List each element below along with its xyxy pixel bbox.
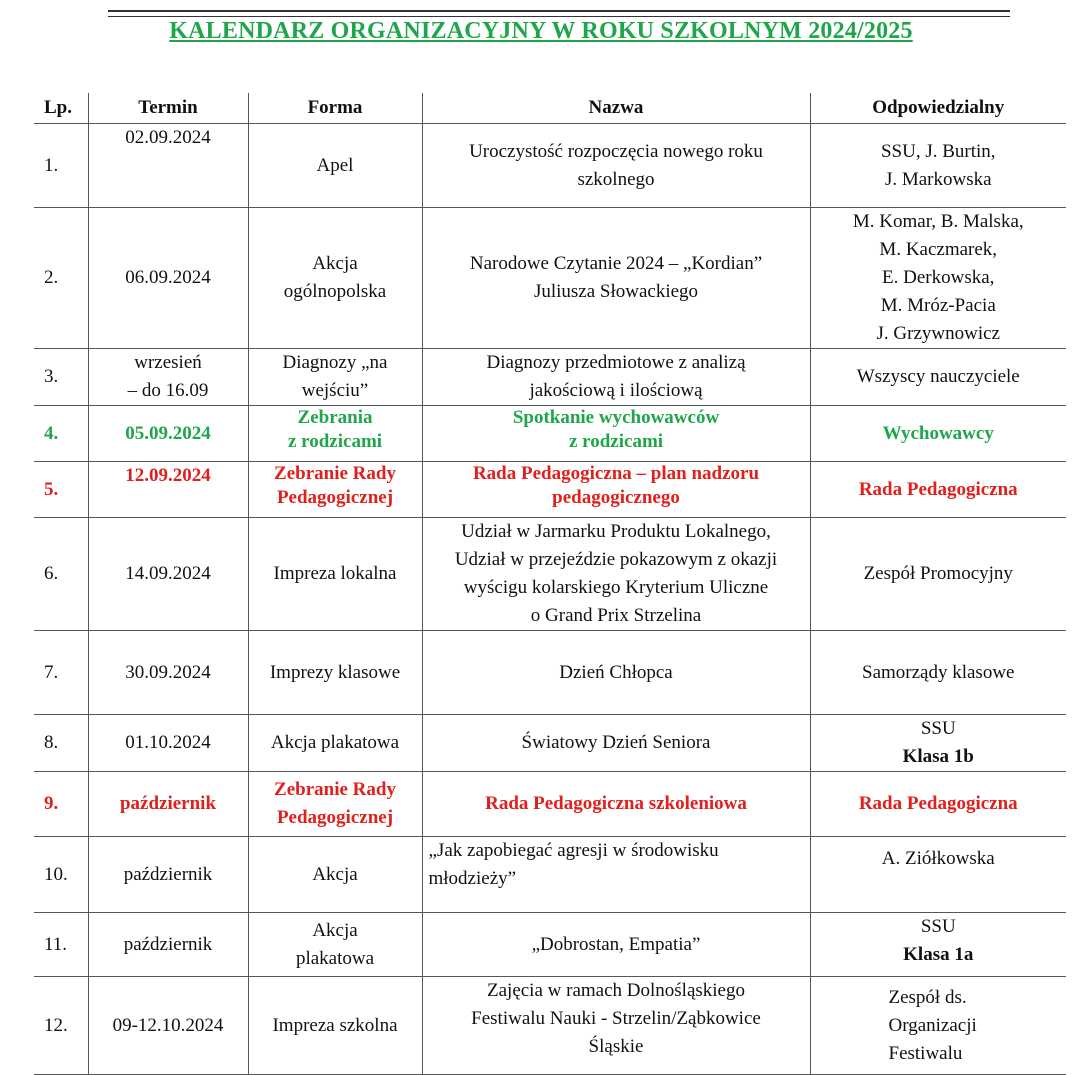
cell-line: Akcja <box>312 253 358 274</box>
cell-line: Imprezy klasowe <box>269 661 401 683</box>
cell-line: Rada Pedagogiczna szkoleniowa <box>485 793 747 814</box>
cell-lp <box>34 977 88 1075</box>
cell-termin <box>88 124 248 208</box>
cell-line: Wszyscy nauczyciele <box>856 366 1020 387</box>
cell-termin <box>88 462 248 518</box>
cell-odpowiedzialny <box>810 462 1066 518</box>
cell-lp <box>34 631 88 715</box>
cell-nazwa <box>422 631 810 715</box>
table-body <box>34 124 1066 1075</box>
table-row <box>34 977 1066 1075</box>
cell-odpowiedzialny <box>810 406 1066 462</box>
cell-nazwa <box>422 913 810 977</box>
cell-text: 14.09.2024 <box>125 563 211 584</box>
cell-line: Pedagogicznej <box>276 807 394 828</box>
cell-lp <box>34 837 88 913</box>
cell-text: 9. <box>44 793 59 814</box>
cell-line: Akcja <box>312 863 358 885</box>
cell-line: Spotkanie wychowawców <box>512 407 720 428</box>
cell-line: o Grand Prix Strzelina <box>530 605 702 626</box>
cell-line: A. Ziółkowska <box>881 848 995 869</box>
cell-lp <box>34 772 88 837</box>
cell-line: M. Mróz-Pacia <box>880 295 996 316</box>
cell-forma <box>248 462 422 518</box>
cell-termin <box>88 772 248 837</box>
cell-forma <box>248 406 422 462</box>
cell-line: Diagnozy przedmiotowe z analizą <box>486 352 746 373</box>
cell-termin <box>88 518 248 631</box>
cell-line: Udział w Jarmarku Produktu Lokalnego, <box>461 521 771 542</box>
cell-forma <box>248 837 422 913</box>
cell-text: 2. <box>44 267 59 288</box>
cell-odpowiedzialny <box>810 124 1066 208</box>
cell-lp <box>34 462 88 518</box>
table-row <box>34 715 1066 772</box>
cell-text: 1. <box>44 154 59 176</box>
cell-line: Juliusza Słowackiego <box>533 281 699 302</box>
cell-line: ogólnopolska <box>283 281 387 302</box>
cell-text: 5. <box>44 478 59 500</box>
cell-text: 7. <box>44 661 59 683</box>
cell-text: 06.09.2024 <box>125 267 211 288</box>
cell-forma <box>248 772 422 837</box>
cell-line: plakatowa <box>295 947 375 969</box>
cell-line: z rodzicami <box>568 431 664 452</box>
cell-text: 30.09.2024 <box>125 661 211 683</box>
cell-line: szkolnego <box>577 168 655 190</box>
table-row <box>34 518 1066 631</box>
cell-line: – do 16.09 <box>127 380 209 401</box>
table-row <box>34 406 1066 462</box>
cell-line: „Jak zapobiegać agresji w środowisku <box>428 840 719 861</box>
cell-line: M. Kaczmarek, <box>879 239 998 260</box>
cell-forma <box>248 518 422 631</box>
cell-text: 11. <box>44 933 68 955</box>
cell-termin <box>88 715 248 772</box>
cell-text: 3. <box>44 366 59 387</box>
header-termin: Termin <box>88 93 248 124</box>
cell-line: Organizacji <box>888 1014 977 1036</box>
cell-line: Impreza lokalna <box>273 563 397 584</box>
cell-line: Rada Pedagogiczna <box>858 793 1018 814</box>
cell-nazwa <box>422 977 810 1075</box>
cell-nazwa <box>422 462 810 518</box>
cell-odpowiedzialny <box>810 208 1066 349</box>
table-header-row <box>34 93 1066 124</box>
cell-line: Pedagogicznej <box>276 487 394 508</box>
cell-lp <box>34 715 88 772</box>
cell-line: SSU <box>920 916 956 937</box>
cell-line: M. Komar, B. Malska, <box>852 211 1024 232</box>
cell-lp <box>34 124 88 208</box>
cell-nazwa <box>422 124 810 208</box>
cell-termin <box>88 631 248 715</box>
cell-termin <box>88 913 248 977</box>
cell-line: E. Derkowska, <box>882 267 995 288</box>
cell-text: październik <box>119 793 217 814</box>
cell-forma <box>248 349 422 406</box>
cell-nazwa <box>422 349 810 406</box>
cell-text: 01.10.2024 <box>125 732 211 753</box>
cell-line: młodzieży” <box>428 868 517 889</box>
table-row <box>34 462 1066 518</box>
cell-line: wejściu” <box>301 380 369 401</box>
cell-line: Klasa 1a <box>903 944 974 965</box>
cell-odpowiedzialny <box>810 772 1066 837</box>
cell-line: Zebranie Rady <box>274 779 396 800</box>
cell-forma <box>248 977 422 1075</box>
cell-text: 09-12.10.2024 <box>112 1014 224 1036</box>
cell-line: Śląskie <box>588 1036 644 1057</box>
cell-termin <box>88 977 248 1075</box>
cell-text: 12. <box>44 1014 68 1036</box>
cell-line: Zebrania <box>297 407 373 428</box>
cell-line: Dzień Chłopca <box>559 661 673 683</box>
cell-lp <box>34 349 88 406</box>
cell-line: Zajęcia w ramach Dolnośląskiego <box>487 980 745 1001</box>
cell-lp <box>34 913 88 977</box>
cell-text: 12.09.2024 <box>125 465 211 486</box>
cell-line: Apel <box>316 154 354 176</box>
cell-line: Rada Pedagogiczna – plan nadzoru <box>472 463 760 484</box>
title-rule-thick <box>108 10 1010 12</box>
cell-lp <box>34 518 88 631</box>
cell-odpowiedzialny <box>810 715 1066 772</box>
table-row <box>34 631 1066 715</box>
cell-text: 02.09.2024 <box>125 127 211 148</box>
cell-odpowiedzialny <box>810 837 1066 913</box>
cell-forma <box>248 715 422 772</box>
cell-line: Festiwalu Nauki - Strzelin/Ząbkowice <box>471 1008 761 1029</box>
cell-nazwa <box>422 518 810 631</box>
cell-line: pedagogicznego <box>552 487 680 508</box>
cell-line: Zespół Promocyjny <box>863 563 1013 584</box>
cell-nazwa <box>422 406 810 462</box>
cell-line: SSU <box>920 718 956 739</box>
title-rule-thin <box>108 16 1010 17</box>
cell-text: październik <box>123 863 213 885</box>
table-row <box>34 837 1066 913</box>
cell-line: wrzesień <box>134 352 202 373</box>
cell-text: 05.09.2024 <box>125 422 211 444</box>
header-lp: Lp. <box>34 93 88 124</box>
cell-nazwa <box>422 837 810 913</box>
cell-line: Udział w przejeździe pokazowym z okazji <box>454 549 778 570</box>
cell-line: Uroczystość rozpoczęcia nowego roku <box>469 140 763 162</box>
cell-line: Rada Pedagogiczna <box>858 478 1018 500</box>
cell-line: Wychowawcy <box>882 422 994 444</box>
header-forma: Forma <box>248 93 422 124</box>
table-row <box>34 208 1066 349</box>
cell-line: jakościową i ilościową <box>529 380 703 401</box>
cell-odpowiedzialny <box>810 349 1066 406</box>
cell-text: 10. <box>44 863 68 885</box>
page-title: KALENDARZ ORGANIZACYJNY W ROKU SZKOLNYM 2024/2025 <box>169 18 913 44</box>
cell-nazwa <box>422 208 810 349</box>
cell-line: Impreza szkolna <box>272 1014 398 1036</box>
table-row <box>34 913 1066 977</box>
table-row <box>34 349 1066 406</box>
table-row <box>34 772 1066 837</box>
cell-line: Festiwalu <box>888 1042 963 1064</box>
cell-line: J. Grzywnowicz <box>876 323 1000 344</box>
cell-line: „Dobrostan, Empatia” <box>531 933 701 955</box>
cell-lp <box>34 208 88 349</box>
cell-line: Akcja plakatowa <box>270 732 400 753</box>
cell-termin <box>88 349 248 406</box>
cell-forma <box>248 208 422 349</box>
cell-termin <box>88 406 248 462</box>
cell-text: październik <box>123 933 213 955</box>
cell-line: Zespół ds. <box>888 986 967 1008</box>
cell-line: Zebranie Rady <box>274 463 396 484</box>
cell-forma <box>248 631 422 715</box>
header-odpowiedzialny: Odpowiedzialny <box>810 93 1066 124</box>
cell-text: 6. <box>44 563 59 584</box>
cell-forma <box>248 124 422 208</box>
cell-text: 4. <box>44 422 59 444</box>
cell-odpowiedzialny <box>810 977 1066 1075</box>
table-row <box>34 124 1066 208</box>
cell-odpowiedzialny <box>810 631 1066 715</box>
calendar-table <box>34 93 1066 1075</box>
cell-termin <box>88 837 248 913</box>
cell-line: Diagnozy „na <box>282 352 388 373</box>
cell-forma <box>248 913 422 977</box>
cell-text: 8. <box>44 732 59 753</box>
cell-lp <box>34 406 88 462</box>
cell-line: wyścigu kolarskiego Kryterium Uliczne <box>463 577 769 598</box>
cell-nazwa <box>422 715 810 772</box>
cell-line: Klasa 1b <box>902 746 974 767</box>
cell-line: z rodzicami <box>287 431 383 452</box>
cell-line: Narodowe Czytanie 2024 – „Kordian” <box>469 253 763 274</box>
cell-line: Światowy Dzień Seniora <box>521 732 711 753</box>
header-nazwa: Nazwa <box>422 93 810 124</box>
cell-termin <box>88 208 248 349</box>
cell-odpowiedzialny <box>810 913 1066 977</box>
cell-line: J. Markowska <box>884 168 992 190</box>
cell-nazwa <box>422 772 810 837</box>
cell-line: Akcja <box>312 919 358 941</box>
cell-line: Samorządy klasowe <box>862 661 1015 683</box>
cell-line: SSU, J. Burtin, <box>880 140 996 162</box>
cell-odpowiedzialny <box>810 518 1066 631</box>
